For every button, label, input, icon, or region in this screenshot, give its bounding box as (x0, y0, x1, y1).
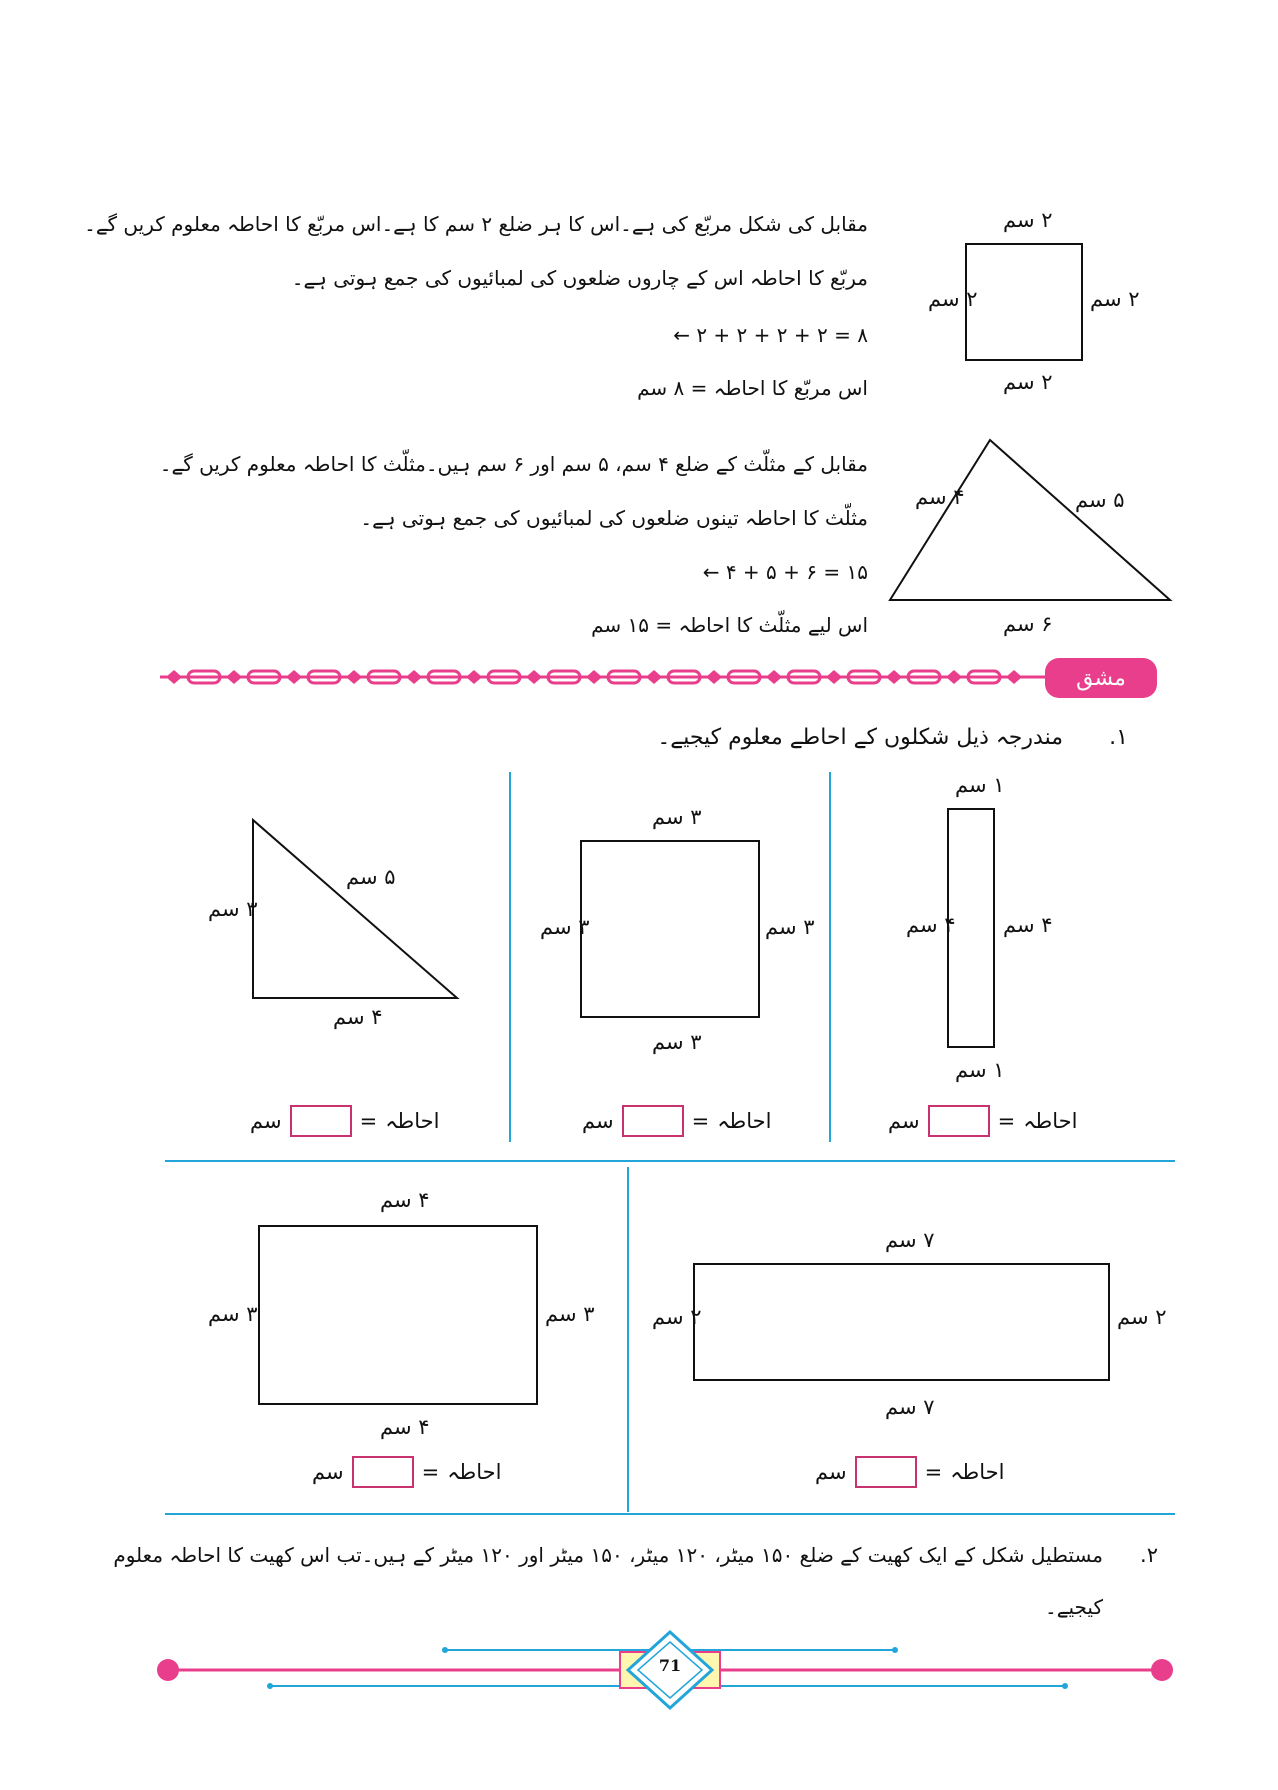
answer-box[interactable] (928, 1105, 990, 1137)
side-label: ۴ سم (915, 485, 965, 509)
example-triangle-figure (880, 430, 1180, 610)
mid-rectangle-figure (258, 1225, 538, 1405)
side-label: ۳ سم (208, 897, 258, 921)
grid-divider (829, 772, 831, 1142)
side-label: ۳ سم (765, 915, 815, 939)
text-line: مربّع کا احاطہ اس کے چاروں ضلعوں کی لمبائیوں کی جمع ہوتی ہے۔ (291, 266, 868, 290)
answer-equals: = (359, 1109, 378, 1133)
side-label: ۴ سم (906, 913, 956, 937)
answer-unit: سم (582, 1109, 614, 1133)
side-label: ۳ سم (540, 915, 590, 939)
answer-unit: سم (888, 1109, 920, 1133)
grid-divider (165, 1513, 1175, 1515)
side-label: ۳ سم (652, 805, 702, 829)
text-line: مقابل کی شکل مربّع کی ہے۔اس کا ہر ضلع ۲ سم کا ہے۔اس مربّع کا احاطہ معلوم کریں گے۔ (84, 212, 868, 236)
answer-box[interactable] (855, 1456, 917, 1488)
example-square-figure (965, 243, 1083, 361)
square-figure (580, 840, 760, 1018)
side-label: ۲ سم (1003, 208, 1053, 232)
side-label: ۱ سم (955, 1058, 1005, 1082)
side-label: ۴ سم (380, 1415, 430, 1439)
answer-row (582, 1105, 771, 1137)
side-label: ۳ سم (545, 1302, 595, 1326)
grid-divider (509, 772, 511, 1142)
answer-label: احاطہ (1023, 1109, 1078, 1133)
side-label: ۲ سم (1090, 287, 1140, 311)
exercise-tab: مشق (1045, 658, 1157, 698)
page-number: 71 (658, 1656, 682, 1675)
side-label: ۳ سم (652, 1030, 702, 1054)
question-text: کیجیے۔ (1045, 1595, 1103, 1619)
side-label: ۲ سم (1117, 1305, 1167, 1329)
side-label: ۲ سم (928, 287, 978, 311)
answer-equals: = (924, 1460, 943, 1484)
answer-equals: = (421, 1460, 440, 1484)
grid-divider (627, 1167, 629, 1512)
text-line: اس لیے مثلّث کا احاطہ = ۱۵ سم (591, 613, 868, 637)
side-label: ۳ سم (208, 1302, 258, 1326)
answer-row (815, 1456, 1004, 1488)
question-number: ۲. (1140, 1543, 1158, 1567)
answer-unit: سم (815, 1460, 847, 1484)
text-line: ۱۵ = ۶ + ۵ + ۴ ← (702, 560, 868, 584)
side-label: ۴ سم (380, 1188, 430, 1212)
question-number: ۱. (1109, 725, 1128, 750)
side-label: ۲ سم (1003, 370, 1053, 394)
answer-label: احاطہ (447, 1460, 502, 1484)
answer-label: احاطہ (385, 1109, 440, 1133)
side-label: ۷ سم (885, 1228, 935, 1252)
text-line: ۸ = ۲ + ۲ + ۲ + ۲ ← (673, 323, 868, 347)
question-text: مستطیل شکل کے ایک کھیت کے ضلع ۱۵۰ میٹر، ۱۲۰ میٹر، ۱۵۰ میٹر اور ۱۲۰ میٹر کے ہیں۔تب اس کھیت کا احاطہ معلوم (113, 1543, 1103, 1567)
question-text: مندرجہ ذیل شکلوں کے احاطے معلوم کیجیے۔ (657, 725, 1063, 750)
right-triangle-figure (245, 810, 465, 1010)
answer-row (888, 1105, 1077, 1137)
text-line: مثلّث کا احاطہ تینوں ضلعوں کی لمبائیوں کی جمع ہوتی ہے۔ (360, 506, 868, 530)
answer-row (250, 1105, 439, 1137)
side-label: ۲ سم (652, 1305, 702, 1329)
side-label: ۶ سم (1003, 612, 1053, 636)
exercise-divider-chain (160, 662, 1060, 692)
answer-box[interactable] (622, 1105, 684, 1137)
grid-divider (165, 1160, 1175, 1162)
side-label: ۴ سم (333, 1005, 383, 1029)
page-footer-ornament (150, 1630, 1180, 1730)
answer-box[interactable] (352, 1456, 414, 1488)
side-label: ۷ سم (885, 1395, 935, 1419)
answer-unit: سم (312, 1460, 344, 1484)
text-line: اس مربّع کا احاطہ = ۸ سم (637, 376, 868, 400)
answer-equals: = (997, 1109, 1016, 1133)
answer-equals: = (691, 1109, 710, 1133)
side-label: ۵ سم (346, 865, 396, 889)
answer-label: احاطہ (950, 1460, 1005, 1484)
side-label: ۵ سم (1075, 488, 1125, 512)
wide-rectangle-figure (693, 1263, 1110, 1381)
side-label: ۱ سم (955, 773, 1005, 797)
side-label: ۴ سم (1003, 913, 1053, 937)
answer-box[interactable] (290, 1105, 352, 1137)
text-line: مقابل کے مثلّث کے ضلع ۴ سم، ۵ سم اور ۶ سم ہیں۔مثلّث کا احاطہ معلوم کریں گے۔ (159, 452, 868, 476)
answer-label: احاطہ (717, 1109, 772, 1133)
answer-row (312, 1456, 501, 1488)
answer-unit: سم (250, 1109, 282, 1133)
